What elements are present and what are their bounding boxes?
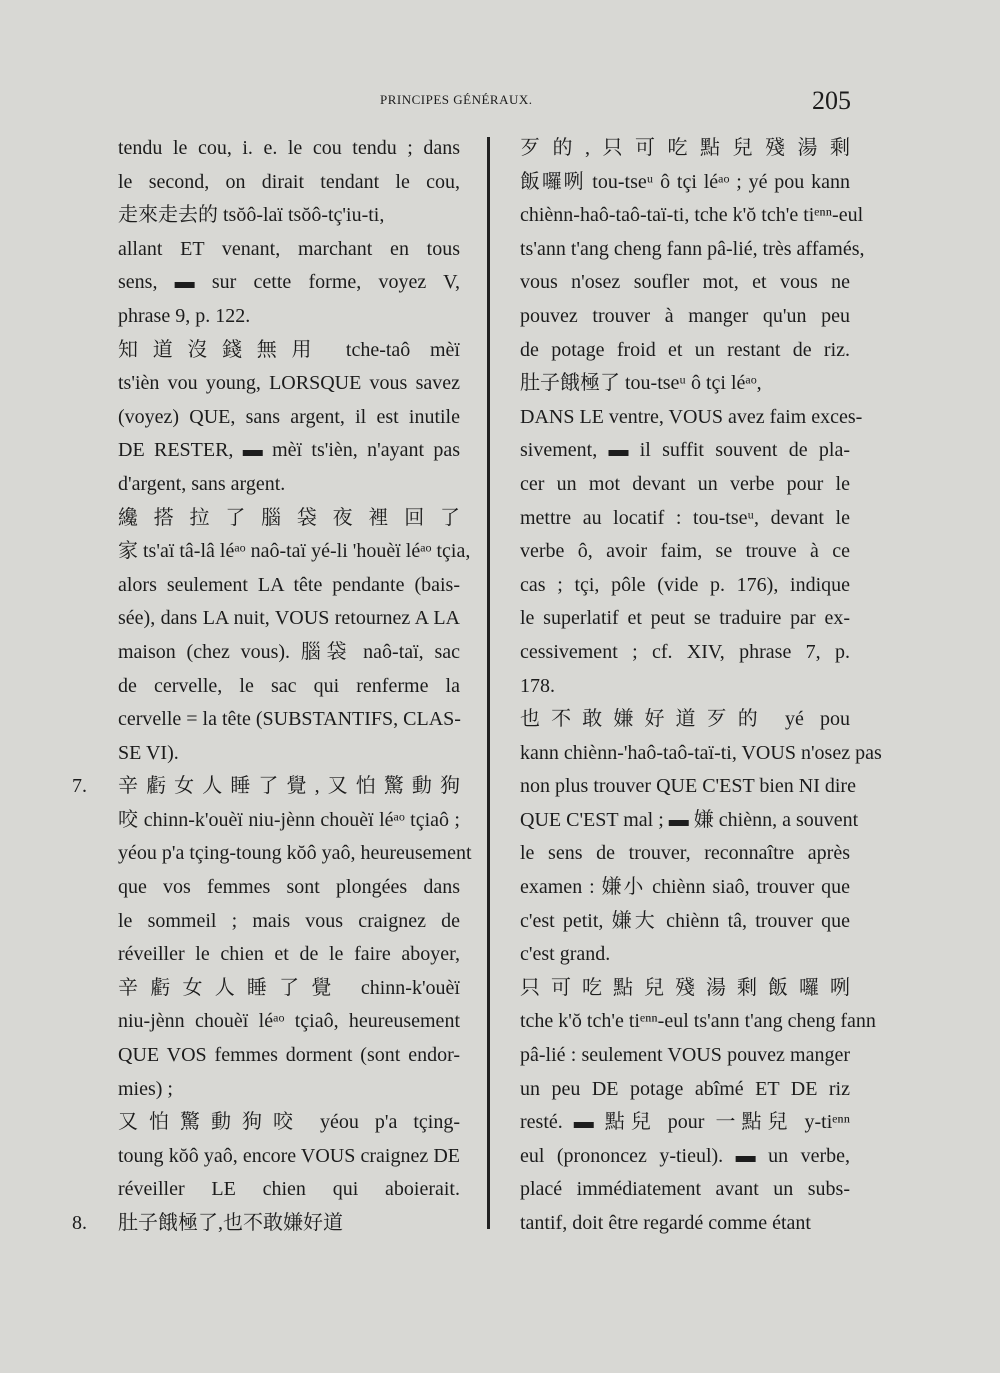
text-line: (voyez) QUE, sans argent, il est inutile bbox=[118, 405, 460, 428]
text-line: cessivement ; cf. XIV, phrase 7, p. bbox=[520, 640, 850, 663]
text-line: maison (chez vous). 腦袋 naô-taï, sac bbox=[118, 640, 460, 663]
page-number: 205 bbox=[812, 86, 851, 115]
text-line: un peu DE potage abîmé ET DE riz bbox=[520, 1077, 850, 1100]
text-line: pâ-lié : seulement VOUS pouvez manger bbox=[520, 1044, 850, 1067]
text-line: d'argent, sans argent. bbox=[118, 472, 286, 495]
text-line: niu-jènn chouèï léᵃᵒ tçiaô, heureusement bbox=[118, 1010, 460, 1033]
text-line: verbe ô, avoir faim, se trouve à ce bbox=[520, 540, 850, 563]
running-title: PRINCIPES GÉNÉRAUX. bbox=[380, 92, 533, 107]
text-line: 歹的,只可吃點兒殘湯剩 bbox=[520, 137, 850, 159]
text-line: ts'ièn vou young, LORSQUE vous savez bbox=[118, 372, 460, 395]
text-line: SE VI). bbox=[118, 741, 179, 764]
text-line: 178. bbox=[520, 674, 555, 697]
text-line: sée), dans LA nuit, VOUS retournez A LA bbox=[118, 607, 460, 630]
text-line: mies) ; bbox=[118, 1077, 173, 1100]
text-line: eul (prononcez y-tieul). ▬ un verbe, bbox=[520, 1144, 850, 1167]
left-column bbox=[72, 132, 472, 1241]
phrase-number: 7. bbox=[72, 775, 87, 798]
text-line: 7. 辛虧女人睡了覺,又怕驚動狗 bbox=[118, 770, 460, 804]
text-line: QUE C'EST mal ; ▬ 嫌 chiènn, a souvent bbox=[520, 808, 859, 831]
text-line: chiènn-haô-taô-taï-ti, tche k'ŏ tch'e tiᵉⁿⁿ-eul bbox=[520, 204, 864, 227]
column-rule bbox=[487, 137, 490, 1229]
text-line: le second, on dirait tendant le cou, bbox=[118, 170, 460, 193]
text-line: 知道沒錢無用 tche-taô mèï bbox=[118, 338, 460, 361]
text-line: 纔搭拉了腦袋夜裡回了 bbox=[118, 506, 460, 529]
text-line: vous n'osez soufler mot, et vous ne bbox=[520, 271, 850, 294]
text-line: sivement, ▬ il suffit souvent de pla- bbox=[520, 439, 850, 462]
text-line: 也不敢嫌好道歹的 yé pou bbox=[520, 708, 850, 731]
text-line: ts'ann t'ang cheng fann pâ-lié, très affamés, bbox=[520, 237, 865, 260]
text-line: toung kŏô yaô, encore VOUS craignez DE bbox=[118, 1144, 460, 1167]
text-line: resté. ▬ 點兒 pour 一點兒 y-tiᵉⁿⁿ bbox=[520, 1111, 850, 1134]
text-line: c'est petit, 嫌大 chiènn tâ, trouver que bbox=[520, 909, 850, 932]
text-line: le sens de trouver, reconnaître après bbox=[520, 842, 850, 865]
text-line: phrase 9, p. 122. bbox=[118, 304, 251, 327]
text-line: pouvez trouver à manger qu'un peu bbox=[520, 304, 850, 327]
text-line: cer un mot devant un verbe pour le bbox=[520, 472, 850, 495]
text-line: c'est grand. bbox=[520, 943, 611, 966]
text-line: 辛虧女人睡了覺 chinn-k'ouèï bbox=[118, 976, 460, 999]
right-column bbox=[520, 132, 882, 1241]
text-line: que vos femmes sont plongées dans bbox=[118, 876, 460, 899]
text-line: DE RESTER, ▬ mèï ts'ièn, n'ayant pas bbox=[118, 439, 460, 462]
text-line: réveiller le chien et de le faire aboyer, bbox=[118, 943, 460, 966]
text-line: de potage froid et un restant de riz. bbox=[520, 338, 850, 361]
text-line: 走來走去的 tsŏô-laï tsŏô-tç'iu-ti, bbox=[118, 204, 385, 227]
text-line: tche k'ŏ tch'e tiᵉⁿⁿ-eul ts'ann t'ang cheng fann bbox=[520, 1010, 876, 1033]
text-line: de cervelle, le sac qui renferme la bbox=[118, 674, 460, 697]
text-line: réveiller LE chien qui aboierait. bbox=[118, 1178, 460, 1201]
text-line: 咬 chinn-k'ouèï niu-jènn chouèï léᵃᵒ tçiaô ; bbox=[118, 808, 460, 831]
text-line: placé immédiatement avant un subs- bbox=[520, 1178, 850, 1201]
text-line: non plus trouver QUE C'EST bien NI dire bbox=[520, 775, 856, 798]
text-line: allant ET venant, marchant en tous bbox=[118, 237, 460, 260]
text-line: yéou p'a tçing-toung kŏô yaô, heureusement bbox=[118, 842, 472, 865]
text-line: sens, ▬ sur cette forme, voyez V, bbox=[118, 271, 460, 294]
text-line: examen : 嫌小 chiènn siaô, trouver que bbox=[520, 876, 850, 899]
text-line: cas ; tçi, pôle (vide p. 176), indique bbox=[520, 573, 850, 596]
text-line: DANS LE ventre, VOUS avez faim exces- bbox=[520, 405, 863, 428]
text-line: le sommeil ; mais vous craignez de bbox=[118, 909, 460, 932]
text-line: QUE VOS femmes dorment (sont endor- bbox=[118, 1044, 460, 1067]
text-line: cervelle = la tête (SUBSTANTIFS, CLAS- bbox=[118, 708, 461, 731]
text-line: 又怕驚動狗咬 yéou p'a tçing- bbox=[118, 1111, 460, 1134]
text-line: alors seulement LA tête pendante (bais- bbox=[118, 573, 460, 596]
text-line: 肚子餓極了 tou-tseᵘ ô tçi léᵃᵒ, bbox=[520, 372, 762, 395]
phrase-number: 8. bbox=[72, 1212, 87, 1234]
text-line: mettre au locatif : tou-tseᵘ, devant le bbox=[520, 506, 850, 529]
text-line: tendu le cou, i. e. le cou tendu ; dans bbox=[118, 137, 460, 159]
text-line: 家 ts'aï tâ-lâ léᵃᵒ naô-taï yé-li 'houèï léᵃᵒ tçia, bbox=[118, 540, 471, 563]
text-line: 飯囉咧 tou-tseᵘ ô tçi léᵃᵒ ; yé pou kann bbox=[520, 170, 850, 193]
text-line: le superlatif et peut se traduire par ex- bbox=[520, 607, 850, 630]
text-line: 只可吃點兒殘湯剩飯囉咧 bbox=[520, 976, 850, 999]
text-line: 8. 肚子餓極了,也不敢嫌好道 bbox=[118, 1207, 460, 1241]
text-line: kann chiènn-'haô-taô-taï-ti, VOUS n'osez pas bbox=[520, 741, 882, 764]
text-line: tantif, doit être regardé comme étant bbox=[520, 1212, 811, 1234]
